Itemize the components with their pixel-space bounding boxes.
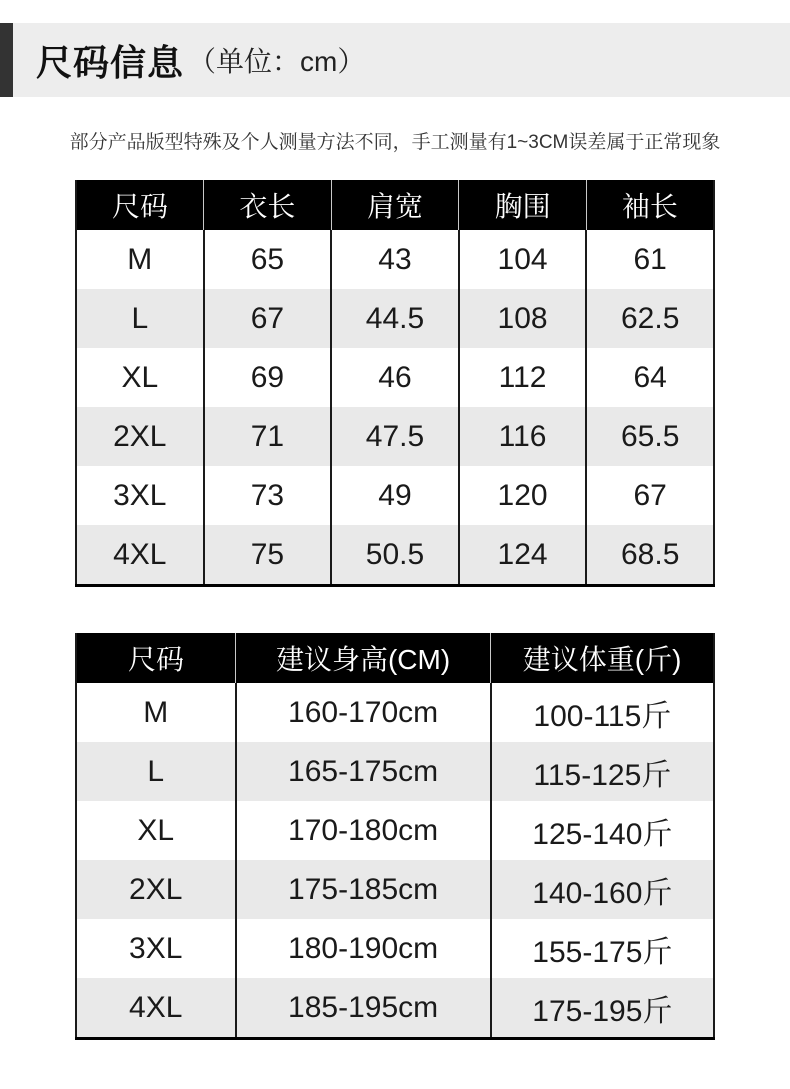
table-cell: 44.5	[331, 289, 459, 348]
table-cell: 4XL	[129, 990, 183, 1024]
title-accent-bar	[0, 23, 13, 97]
table-cell: 108	[459, 289, 587, 348]
table-cell: 3XL	[113, 478, 167, 512]
page-title: 尺码信息	[36, 41, 185, 83]
col-header-size: 尺码	[76, 180, 204, 230]
page-title-unit: （单位：cm）	[188, 46, 366, 77]
table-cell: 73	[204, 466, 332, 525]
table-cell: 50.5	[331, 525, 459, 586]
col-header-sleeve: 袖长	[586, 180, 714, 230]
table-row	[76, 466, 714, 525]
table-cell: 120	[459, 466, 587, 525]
table-cell: 67	[204, 289, 332, 348]
table-header-row	[76, 180, 714, 230]
table-row	[76, 407, 714, 466]
title-wrap	[0, 35, 365, 86]
table-cell: 116	[459, 407, 587, 466]
table-row	[76, 525, 714, 586]
table-row	[76, 919, 714, 978]
table-cell: M	[127, 242, 153, 276]
table-header-row	[76, 633, 714, 683]
table-cell: 46	[331, 348, 459, 407]
table-cell: M	[143, 695, 169, 729]
table-cell: 170-180cm	[236, 801, 491, 860]
fit-recommendation-table	[75, 633, 715, 1040]
col-header-length: 衣长	[204, 180, 332, 230]
table-cell: 75	[204, 525, 332, 586]
table-cell: 180-190cm	[236, 919, 491, 978]
table-cell: 104	[459, 230, 587, 289]
col-header-size: 尺码	[76, 633, 236, 683]
table-row	[76, 289, 714, 348]
table-cell: 4XL	[113, 537, 167, 571]
table-cell: XL	[121, 360, 159, 394]
table-cell: 62.5	[586, 289, 714, 348]
table-cell: 2XL	[129, 872, 183, 906]
table-row	[76, 742, 714, 801]
measurement-note: 部分产品版型特殊及个人测量方法不同，手工测量有1~3CM误差属于正常现象	[69, 132, 721, 153]
table-cell: 68.5	[586, 525, 714, 586]
table-cell: 61	[586, 230, 714, 289]
table-cell: 49	[331, 466, 459, 525]
table-row	[76, 860, 714, 919]
table-cell: 140-160斤	[491, 860, 714, 919]
table-cell: 100-115斤	[491, 683, 714, 742]
table-row	[76, 801, 714, 860]
table-cell: 3XL	[129, 931, 183, 965]
table-cell: 165-175cm	[236, 742, 491, 801]
col-header-height: 建议身高(CM)	[236, 633, 491, 683]
table-cell: 125-140斤	[491, 801, 714, 860]
table-cell: 47.5	[331, 407, 459, 466]
table-row	[76, 230, 714, 289]
table-cell: 65.5	[586, 407, 714, 466]
table-cell: 69	[204, 348, 332, 407]
table-cell: 67	[586, 466, 714, 525]
table-cell: 2XL	[113, 419, 167, 453]
table-cell: 43	[331, 230, 459, 289]
col-header-shoulder: 肩宽	[331, 180, 459, 230]
table-cell: 160-170cm	[236, 683, 491, 742]
table-cell: 124	[459, 525, 587, 586]
title-band	[0, 23, 790, 97]
table-cell: 65	[204, 230, 332, 289]
col-header-weight: 建议体重(斤)	[491, 633, 714, 683]
table-row	[76, 683, 714, 742]
table-cell: 175-195斤	[491, 978, 714, 1039]
table-row	[76, 978, 714, 1039]
table-cell: 64	[586, 348, 714, 407]
table-cell: L	[131, 301, 149, 335]
table-cell: XL	[137, 813, 175, 847]
table-cell: 155-175斤	[491, 919, 714, 978]
table-cell: 115-125斤	[491, 742, 714, 801]
table-cell: 71	[204, 407, 332, 466]
table-cell: L	[147, 754, 165, 788]
col-header-chest: 胸围	[459, 180, 587, 230]
table-row	[76, 348, 714, 407]
table-cell: 112	[459, 348, 587, 407]
table-cell: 175-185cm	[236, 860, 491, 919]
table-cell: 185-195cm	[236, 978, 491, 1039]
garment-size-table	[75, 180, 715, 587]
